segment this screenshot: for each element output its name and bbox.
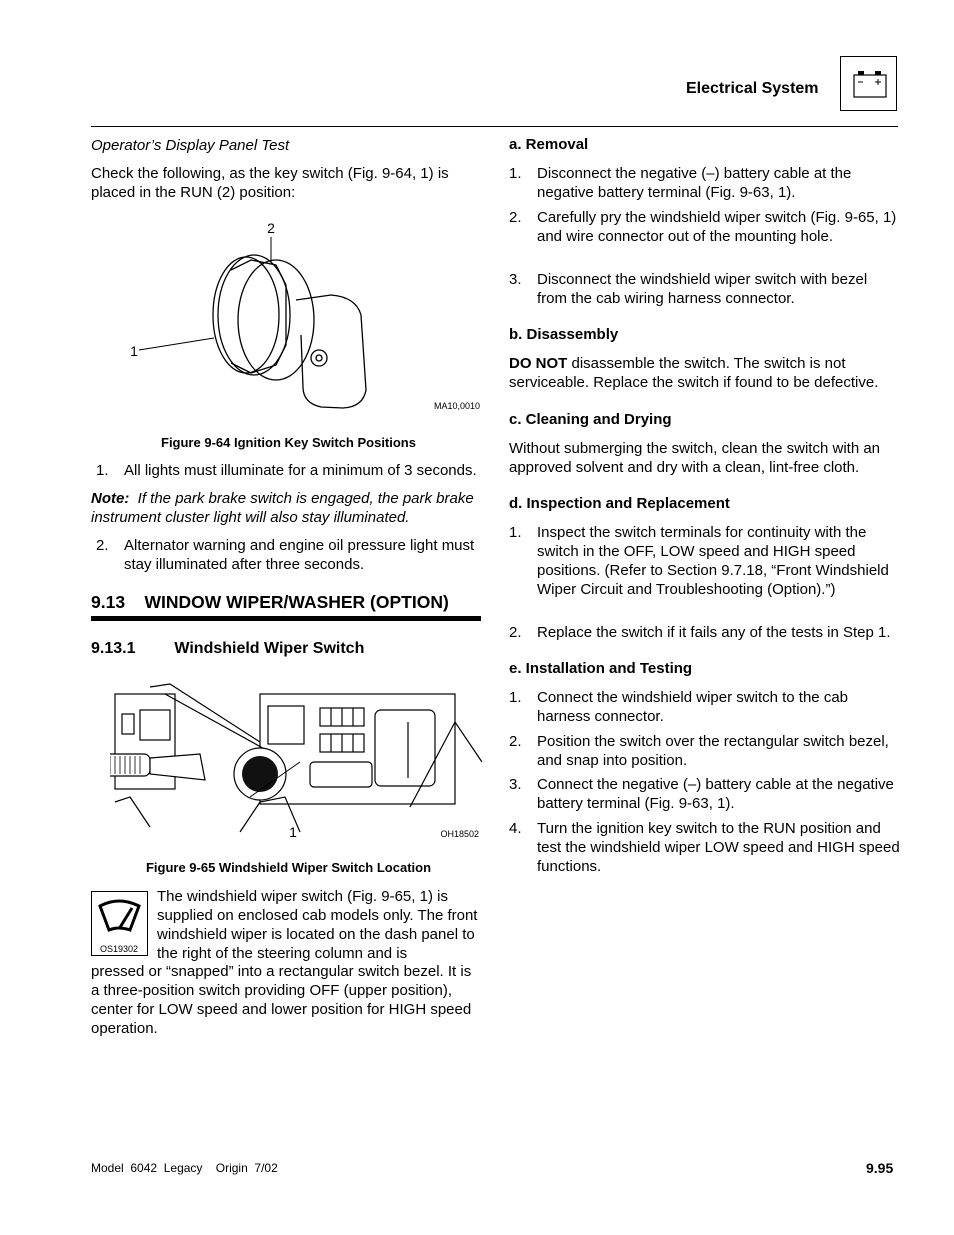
windshield-wiper-icon: [91, 891, 148, 956]
section-disassembly: b. Disassembly: [509, 326, 619, 343]
list-number: 2.: [509, 624, 522, 641]
figure-id: MA10,0010: [433, 401, 480, 411]
figure-id: OH18502: [440, 829, 479, 839]
list-item: [509, 164, 901, 202]
list-text: Carefully pry the windshield wiper switch (Fig. 9-65, 1) and wire connector out of the mounting hole.: [537, 209, 897, 245]
heading-rule: [91, 616, 481, 621]
list-number: 3.: [509, 271, 522, 288]
disassembly-body: disassemble the switch. The switch is not serviceable. Replace the switch if found to be defective.: [509, 355, 879, 391]
callout-1: 1: [289, 824, 297, 840]
list-text: Position the switch over the rectangular switch bezel, and snap into position.: [537, 733, 889, 769]
list-item: [509, 775, 901, 813]
list-text: Turn the ignition key switch to the RUN position and test the windshield wiper LOW speed and HIGH speed functions.: [537, 820, 900, 875]
section-cleaning: c. Cleaning and Drying: [509, 411, 672, 428]
cleaning-text: Without submerging the switch, clean the switch with an approved solvent and dry with a clean, lint-free cloth.: [509, 440, 881, 476]
list-item: [509, 819, 901, 876]
list-item: [509, 523, 901, 599]
intro-paragraph: Check the following, as the key switch (Fig. 9-64, 1) is placed in the RUN (2) position:: [91, 165, 449, 201]
list-item: [509, 688, 901, 726]
heading-text: WINDOW WIPER/WASHER (OPTION): [144, 592, 449, 612]
figure-caption-9-64: Figure 9-64 Ignition Key Switch Positions: [161, 435, 416, 450]
list-text: Alternator warning and engine oil pressure light must stay illuminated after three seconds.: [124, 537, 475, 573]
icon-id: OS19302: [100, 944, 139, 954]
list-number: 2.: [96, 537, 109, 554]
figure-wiper-switch-location: [110, 682, 482, 842]
list-text: Connect the windshield wiper switch to the cab harness connector.: [537, 689, 849, 725]
list-text: Disconnect the negative (–) battery cable at the negative battery terminal (Fig. 9-63, 1).: [537, 165, 852, 201]
section-removal: a. Removal: [509, 136, 589, 153]
header-rule: [91, 126, 898, 127]
section-heading: [91, 592, 486, 613]
battery-icon: [840, 56, 897, 111]
list-item: [509, 623, 904, 642]
section-inspection: d. Inspection and Replacement: [509, 495, 730, 512]
callout-1: 1: [130, 343, 138, 359]
list-number: 4.: [509, 820, 522, 837]
subsection-heading: [91, 640, 486, 658]
note: [91, 489, 486, 527]
list-text: Disconnect the windshield wiper switch with bezel from the cab wiring harness connector.: [537, 271, 868, 307]
list-text: All lights must illuminate for a minimum of 3 seconds.: [124, 462, 477, 479]
list-text: Inspect the switch terminals for continuity with the switch in the OFF, LOW speed and HIGH speed positions. (Refer to Section 9.7.18, “Front Windshield Wiper Circuit and Troubleshooting (Option).”): [537, 524, 889, 598]
section-title: Electrical System: [686, 80, 819, 97]
list-number: 3.: [509, 776, 522, 793]
list-number: 1.: [509, 524, 522, 541]
subheading-text: Windshield Wiper Switch: [174, 640, 365, 657]
emphasis: DO NOT: [509, 355, 568, 372]
page-number: 9.95: [866, 1160, 894, 1176]
section-installation: e. Installation and Testing: [509, 660, 693, 677]
list-item: [509, 208, 901, 246]
list-item: [96, 536, 486, 574]
list-item: [509, 732, 901, 770]
footer-model-info: Model 6042 Legacy Origin 7/02: [91, 1161, 278, 1175]
list-number: 1.: [509, 689, 522, 706]
note-label: Note:: [91, 490, 130, 507]
disassembly-text: [509, 354, 901, 392]
callout-2: 2: [267, 220, 275, 236]
body-text: The windshield wiper switch (Fig. 9-65, 1) is supplied on enclosed cab models only. The front windshield wiper is located on the dash panel to the right of the steering column and is: [157, 888, 478, 962]
subheading-number: 9.13.1: [91, 640, 136, 657]
list-number: 2.: [509, 209, 522, 226]
heading-number: 9.13: [91, 592, 126, 612]
figure-caption-9-65: Figure 9-65 Windshield Wiper Switch Location: [145, 860, 432, 875]
note-text: If the park brake switch is engaged, the park brake instrument cluster light will also stay illuminated.: [91, 490, 474, 526]
list-number: 2.: [509, 733, 522, 750]
list-number: 1.: [509, 165, 522, 182]
list-text: Replace the switch if it fails any of the tests in Step 1.: [537, 624, 891, 641]
list-item: [96, 461, 486, 480]
body-paragraph: [157, 887, 487, 963]
list-text: Connect the negative (–) battery cable at the negative battery terminal (Fig. 9-63, 1).: [537, 776, 894, 812]
body-paragraph-cont: pressed or “snapped” into a rectangular switch bezel. It is a three-position switch providing OFF (upper position), center for LOW speed and lower position for HIGH speed operation.: [91, 963, 472, 1037]
list-number: 1.: [96, 462, 109, 479]
list-item: [509, 270, 901, 308]
figure-ignition-key-switch: [91, 215, 486, 415]
subhead-display-test: Operator’s Display Panel Test: [91, 137, 290, 154]
